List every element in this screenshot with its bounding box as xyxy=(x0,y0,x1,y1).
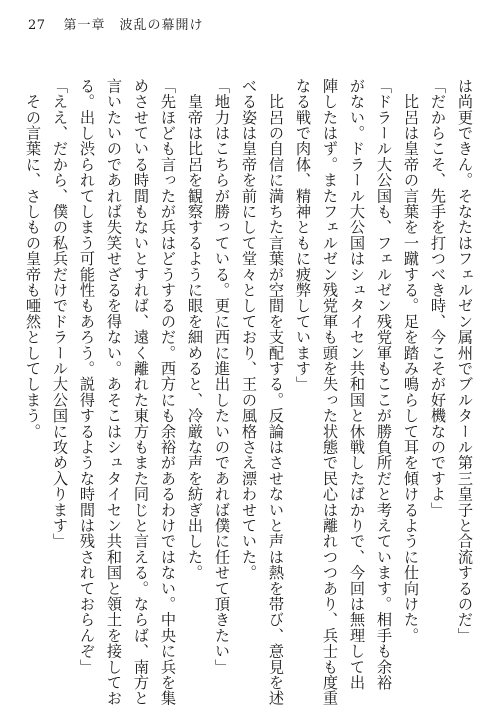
vertical-text-block xyxy=(24,78,478,706)
text-line: めさせている時間もないとすれば、遠く離れた東方もまた同じと言える。ならば、南方と xyxy=(132,78,150,706)
text-line: 言いたいのであれば失笑せざるを得ない。あそこはシュタイセン共和国と領土を接してお xyxy=(105,78,123,706)
text-line: 皇帝は比呂を観察するように眼を細めると、冷厳な声を紡ぎ出した。 xyxy=(186,78,204,581)
text-line: 「だからこそ、先手を打つべき時、今こそが好機なのですよ」 xyxy=(429,78,447,518)
text-line: その言葉に、さしもの皇帝も唖然としてしまう。 xyxy=(24,78,42,440)
text-line: なる戦で肉体、精神ともに疲弊しています」 xyxy=(294,78,312,392)
text-line: 比呂は皇帝の言葉を一蹴する。足を踏み鳴らして耳を傾けるように仕向けた。 xyxy=(402,78,420,644)
running-header xyxy=(28,18,204,34)
page-number: 27 xyxy=(28,18,46,33)
text-line: は尚更できん。そなたはフェルゼン属州でブルタール第三皇子と合流するのだ」 xyxy=(456,78,474,644)
text-line: 「ドラール大公国も、フェルゼン残党軍もここが勝負所だと考えています。相手も余裕 xyxy=(375,78,393,691)
text-line: 「先ほども言ったが兵はどうするのだ。西方にも余裕があるわけではない。中央に兵を集 xyxy=(159,78,177,706)
chapter-title: 第一章 波乱の幕開け xyxy=(63,18,204,33)
text-line: 陣したはず。またフェルゼン残党軍も頭を失った状態で民心は離れつつあり、兵士も度重 xyxy=(321,78,339,706)
text-line: 比呂の自信に満ちた言葉が空間を支配する。反論はさせないと声は熱を帯び、意見を述 xyxy=(267,78,285,706)
text-line: る。出し渋られてしまう可能性もあろう。説得するような時間は残されておらんぞ」 xyxy=(78,78,96,675)
text-line: がない。ドラール大公国はシュタイセン共和国と休戦したばかりで、今回は無理して出 xyxy=(348,78,366,691)
text-line: べる姿は皇帝を前にして堂々としており、王の風格さえ漂わせていた。 xyxy=(240,78,258,581)
text-line: 「ええ、だから、僕の私兵だけでドラール大公国に攻め入ります」 xyxy=(51,78,69,549)
text-line: 「地力はこちらが勝っている。更に西に進出したいのであれば僕に任せて頂きたい」 xyxy=(213,78,231,675)
